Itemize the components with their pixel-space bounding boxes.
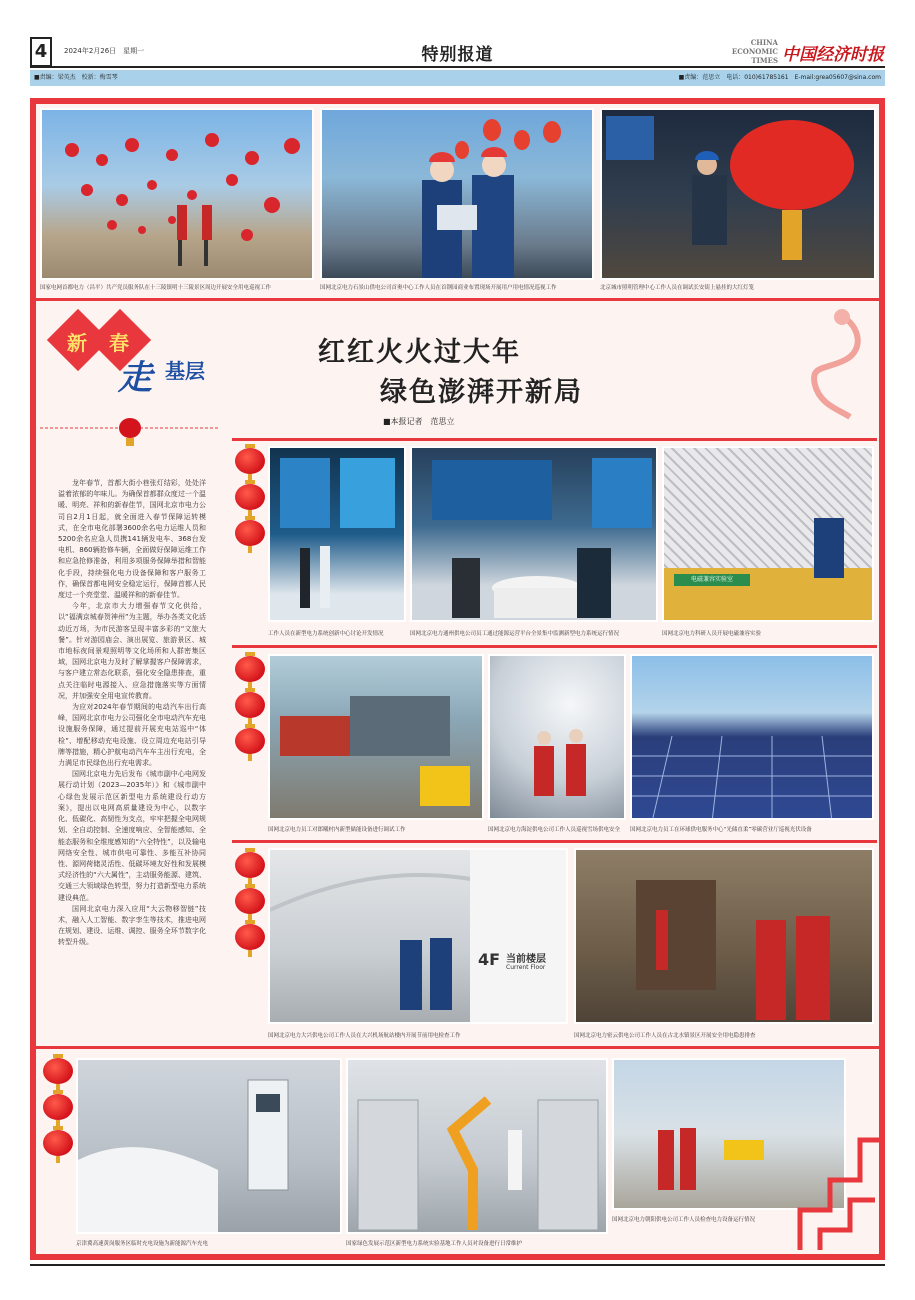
lantern-icon <box>235 692 265 718</box>
photo-daxing-airport <box>268 848 568 1024</box>
photo-storage-village <box>268 654 484 820</box>
control-room-graphic <box>412 448 658 622</box>
top-divider <box>36 298 879 301</box>
section-divider-1 <box>232 438 877 441</box>
row2-caption-1: 国网北京电力员工对郎曦村内新型储能设备进行调试工作 <box>268 827 406 833</box>
row1-caption-2: 国网北京电力通州供电公司员工通过能源运营平台全景集中监测新型电力系统运行情况 <box>410 631 620 637</box>
photo-energy-platform <box>410 446 658 622</box>
lantern-icon <box>43 1094 73 1120</box>
photo-solar-panels <box>630 654 874 820</box>
photo-shijingshan <box>320 108 594 280</box>
credits-bar <box>30 70 885 86</box>
left-credits: ■责编：梁英杰 校新：梅雪琴 <box>34 74 118 81</box>
lantern-icon <box>235 448 265 474</box>
top-caption-1: 国家电网首都电力（昌平）共产党员服务队在十三陵镇明十三陵景区周边开展安全用电巡视工作 <box>40 285 272 291</box>
lantern-ornament <box>40 410 220 450</box>
lantern-icon <box>235 520 265 546</box>
bottom-caption-1: 京津冀高速黄岗服务区临时充电设施为新能源汽车充电 <box>76 1241 209 1247</box>
article-body <box>58 478 206 949</box>
issue-date: 2024年2月26日 星期一 <box>64 47 145 55</box>
row3-caption-1: 国网北京电力大兴供电公司工作人员在大兴机场航站楼内开展节前用电检查工作 <box>268 1033 461 1039</box>
right-credits: ■责编：范思立 电话：010)61785161 E-mail:grea05607@sina.com <box>678 74 881 81</box>
photo-gubei-town <box>574 848 874 1024</box>
section-divider-3 <box>232 840 877 843</box>
corner-lattice <box>790 1080 885 1258</box>
lantern-icon <box>235 484 265 510</box>
paragraph-1: 龙年春节，首都大街小巷张灯结彩，处处洋溢着浓郁的年味儿。为确保首都群众度过一个温暖、明亮、祥和的新春佳节，国网北京市电力公司自2月1日起，就全面进入春节保障运转模式，在全市电化部署3600余名电力运维人员和5200余名应急人员携141辆发电车、368台发电机、860辆抢修车辆，全面做好保障运维工作和应急抢修准备，利用多项服务保障举措和智能化手段，持续强化电力设备保障和客户服务工作，确保首都电网安全稳定运行，保障首都人民度过一个亮堂堂、温暖祥和的新春佳节。 <box>58 479 206 600</box>
lantern-rows-graphic <box>42 110 314 280</box>
footer-rule <box>30 1264 885 1266</box>
bottom-caption-2: 国家绿色发展示范区新型电力系统实验基地工作人员对设备进行日常维护 <box>346 1241 523 1247</box>
row1-caption-1: 工作人员在新型电力系统创新中心讨论开发情况 <box>268 631 384 637</box>
top-caption-2: 国网北京电力石景山供电公司首奥中心工作人员在首钢园商业布置现场开展用户用电情况巡视工作 <box>320 285 557 291</box>
airport-graphic <box>270 850 568 1024</box>
robot-arm-graphic <box>348 1060 608 1234</box>
photo-lantern-street <box>40 108 314 280</box>
badge-xin: 新 <box>67 331 87 355</box>
charger-graphic <box>78 1060 342 1234</box>
header-rule <box>30 66 885 68</box>
row2-caption-3: 国网北京电力员工在环球供电服务中心“光储直柔”零碳营业厅巡视光伏设备 <box>630 827 812 833</box>
page-number: 4 <box>30 37 52 67</box>
paper-name-en: CHINA ECONOMIC TIMES <box>731 38 778 65</box>
section-divider-2 <box>232 645 877 648</box>
lab-sign: 电磁兼容实验室 <box>674 574 750 586</box>
village-graphic <box>270 656 484 820</box>
researcher <box>814 518 844 578</box>
row1-caption-3: 国网北京电力科研人员开展电磁兼容实验 <box>662 631 762 637</box>
photo-innovation-center <box>268 446 406 622</box>
big-lantern-graphic <box>602 110 876 280</box>
paper-logo: 中国经济时报 <box>782 45 884 65</box>
lantern-icon <box>235 924 265 950</box>
headline-line-1: 红红火火过大年 <box>318 337 521 368</box>
headline-line-2: 绿色澎湃开新局 <box>380 377 583 408</box>
paragraph-2: 今年，北京市大力增强春节文化供给，以“福满京城春贺神州”为主题，举办各类文化活动近万场，为市民游客呈现丰富多彩的“文旅大餐”。针对游园庙会、演出展览、旅游景区、城市地标夜间景观照明等文化场所和人群密集区域，国网北京电力及时了解掌握客户保障需求，与客户建立常态化联系，强化安全隐患排查，重点关注临时电源接入、应急措施落实等方面情况，并加强安全用电宣传教育。 <box>58 602 206 700</box>
floor-sign-en: Current Floor <box>506 964 546 971</box>
photo-charging-station <box>76 1058 342 1234</box>
top-caption-3: 北京城市照明管理中心工作人员在调试长安街上悬挂的大红灯笼 <box>600 285 755 291</box>
solar-grid-graphic <box>632 656 874 820</box>
lantern-icon <box>43 1130 73 1156</box>
badge-zou: 走 <box>118 358 152 398</box>
paragraph-5: 国网北京电力深入应用“大云物移智链”技术，融入人工智能、数字孪生等技术，推进电网在规划、建设、运维、调控、服务全环节数字化转型升级。 <box>58 904 206 947</box>
lantern-icon <box>43 1058 73 1084</box>
row3-caption-2: 国网北京电力密云供电公司工作人员在古北水镇景区开展安全用电隐患排查 <box>574 1033 756 1039</box>
floor-sign-number: 4F <box>478 950 501 969</box>
dragon-ornament <box>780 305 870 425</box>
lantern-icon <box>235 656 265 682</box>
section-title: 特别报道 <box>421 45 494 65</box>
bottom-divider <box>36 1046 879 1049</box>
badge-chun: 春 <box>109 331 129 355</box>
badge-jiceng: 基层 <box>165 359 205 383</box>
ski-workers-graphic <box>490 656 626 820</box>
floor-sign-cn: 当前楼层 <box>506 954 546 965</box>
paragraph-3: 为应对2024年春节期间的电动汽车出行高峰，国网北京市电力公司强化全市电动汽车充电设施服务保障，通过提前开展充电站巡中“体检”、增配移动充电设施、设立周边充电站引导牌等措施，精心护航电动汽车车主出行充电，全力满足市民绿色出行充电需求。 <box>58 703 206 768</box>
paragraph-4: 国网北京电力先后发布《城市副中心电网发展行动计划（2023—2035年）》和《城市副中心绿色发展示范区新型电力系统建设行动方案》，提出以电网高质量建设为中心，以数字化、低碳化、高韧性为支点，牢牢把握全电网规划、全自动控制、全速度响应、全智能感知、全能态服务和全维度感知的“六全特性”，以及输电网络安全性、城市供电可靠性、多能互补协同性、源网荷储灵活性、低碳环境友好性和发展模式经济性的“六大属性”，主动服务能源、建筑、交通三大领域绿色转型，努力打造新型电力系统建设典范。 <box>58 770 206 902</box>
photo-ski-slope <box>488 654 626 820</box>
workers-graphic <box>322 110 594 280</box>
lantern-icon <box>235 888 265 914</box>
photo-lantern-night <box>600 108 876 280</box>
byline: ■本报记者 范思立 <box>383 417 455 426</box>
lantern-icon <box>235 852 265 878</box>
screens-graphic <box>270 448 406 622</box>
photo-emc-lab <box>662 446 874 622</box>
photo-robot-lab <box>346 1058 608 1234</box>
lantern-icon <box>235 728 265 754</box>
row2-caption-2: 国网北京电力海淀供电公司工作人员巡视雪场供电安全 <box>488 827 621 833</box>
gubei-workers-graphic <box>576 850 874 1024</box>
bottom-caption-3: 国网北京电力朝阳供电公司工作人员检查电力设备运行情况 <box>612 1217 756 1223</box>
